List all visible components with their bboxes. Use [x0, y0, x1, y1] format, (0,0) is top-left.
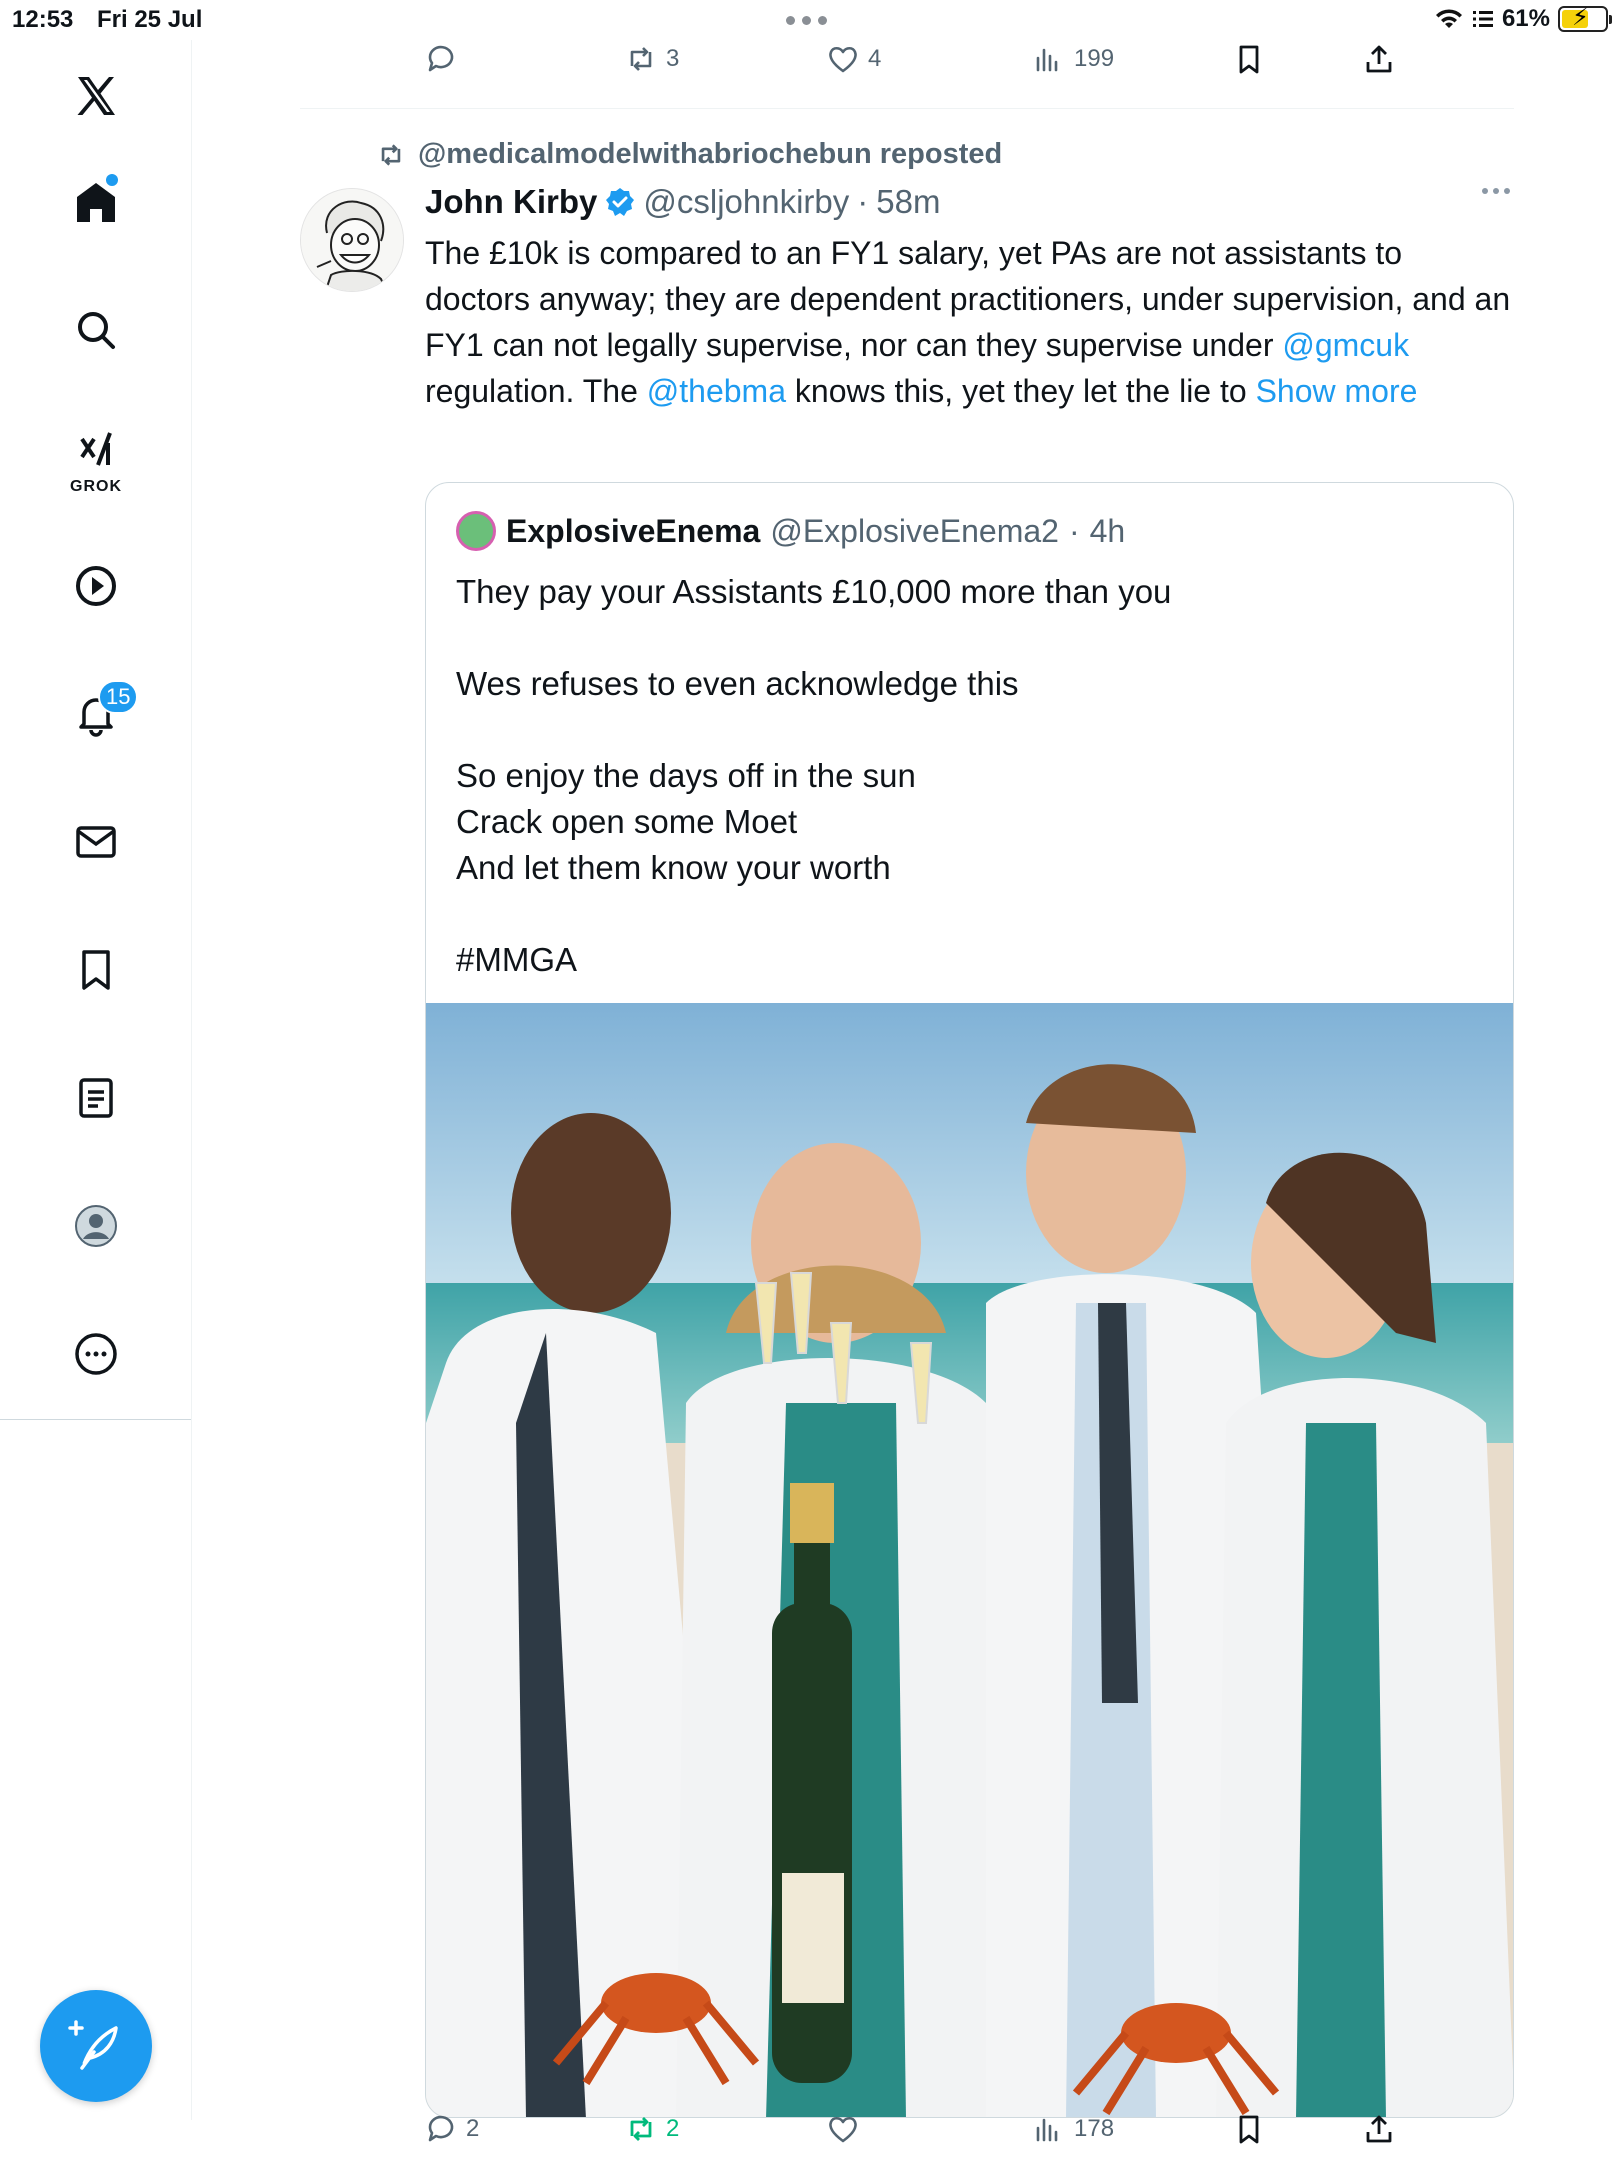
- quoted-tweet-image[interactable]: [426, 1003, 1514, 2118]
- tweet-header: [425, 183, 940, 221]
- sidebar-item-notifications[interactable]: [56, 674, 136, 754]
- repost-count: 3: [666, 45, 680, 72]
- like-button[interactable]: [826, 2112, 868, 2146]
- like-count: 4: [868, 45, 882, 72]
- sidebar-item-grok[interactable]: [56, 418, 136, 498]
- share-icon: [1362, 42, 1396, 76]
- bookmark-icon: [1232, 42, 1266, 76]
- compose-button[interactable]: [40, 1990, 152, 2102]
- author-avatar[interactable]: [300, 188, 404, 292]
- bookmark-icon: [1232, 2112, 1266, 2146]
- mention-thebma[interactable]: @thebma: [646, 373, 786, 409]
- list-icon: [72, 1074, 120, 1122]
- x-logo-icon[interactable]: [56, 56, 136, 136]
- bookmark-button[interactable]: [1232, 42, 1266, 76]
- repost-label: @medicalmodelwithabriochebun reposted: [418, 138, 1003, 170]
- mention-gmcuk[interactable]: @gmcuk: [1282, 327, 1410, 363]
- views-count: 178: [1074, 2115, 1115, 2142]
- compose-feather-icon: [68, 2018, 124, 2074]
- reply-icon: [424, 42, 458, 76]
- share-button[interactable]: [1362, 2112, 1396, 2146]
- sidebar-item-profile[interactable]: [56, 1186, 136, 1266]
- like-button[interactable]: [826, 42, 881, 76]
- repost-icon: [624, 42, 658, 76]
- repost-count: 2: [666, 2115, 680, 2142]
- share-button[interactable]: [1362, 42, 1396, 76]
- search-icon: [72, 306, 120, 354]
- quoted-separator: ·: [1068, 512, 1080, 549]
- tweet-time[interactable]: 58m: [876, 183, 941, 220]
- sidebar-item-home[interactable]: [56, 162, 136, 242]
- views-chart-icon: [1032, 42, 1066, 76]
- reply-icon: [424, 2112, 458, 2146]
- more-circle-icon: [72, 1330, 120, 1378]
- notification-count-badge: 15: [98, 680, 138, 714]
- reply-button[interactable]: [424, 2112, 479, 2146]
- views-button[interactable]: [1032, 2112, 1114, 2146]
- quoted-author-avatar[interactable]: [456, 511, 496, 551]
- tweet-text: [425, 230, 1515, 414]
- verified-badge-icon: [605, 187, 635, 217]
- quoted-tweet-text: They pay your Assistants £10,000 more than you Wes refuses to even acknowledge this So enjoy the days off in the sun Crack open some Moet And let them know your worth #MMGA: [456, 573, 1172, 978]
- header-separator: ·: [857, 183, 869, 220]
- tweet-text-part: knows this, yet they let the lie to: [786, 373, 1256, 409]
- sidebar-nav: [0, 40, 192, 1420]
- sidebar-item-video[interactable]: [56, 546, 136, 626]
- wifi-icon: [1434, 7, 1464, 31]
- status-bar: [0, 0, 1620, 40]
- status-indicators: [1434, 5, 1608, 33]
- orientation-lock-icon: [1472, 8, 1494, 30]
- heart-icon: [826, 2112, 860, 2146]
- sidebar-item-bookmarks[interactable]: [56, 930, 136, 1010]
- tweet-actions: [300, 2112, 1514, 2152]
- bookmark-icon: [72, 946, 120, 994]
- repost-button[interactable]: [624, 42, 679, 76]
- repost-attribution[interactable]: [376, 138, 1002, 171]
- tweet-text-part: regulation. The: [425, 373, 647, 409]
- more-options-icon[interactable]: [1482, 188, 1510, 194]
- profile-icon: [72, 1202, 120, 1250]
- status-date: Fri 25 Jul: [97, 6, 203, 33]
- grok-icon: [72, 425, 120, 473]
- sidebar-item-lists[interactable]: [56, 1058, 136, 1138]
- author-handle[interactable]: @csljohnkirby: [643, 183, 850, 220]
- tweet-divider: [300, 108, 1514, 109]
- grok-label: GROK: [70, 478, 122, 495]
- share-icon: [1362, 2112, 1396, 2146]
- battery-icon: ⚡: [1558, 6, 1608, 32]
- quoted-tweet-header: [456, 511, 1125, 551]
- quoted-time: 4h: [1089, 512, 1126, 549]
- multitasking-dots-icon[interactable]: [786, 16, 827, 25]
- quoted-author-name[interactable]: ExplosiveEnema: [506, 512, 761, 549]
- views-count: 199: [1074, 45, 1115, 72]
- heart-icon: [826, 42, 860, 76]
- sidebar-item-explore[interactable]: [56, 290, 136, 370]
- tweet-text-part: The £10k is compared to an FY1 salary, yet PAs are not assistants to doctors anyway; they are dependent practitioners, under supervision, and an FY1 can not legally supervise, nor can they supervise under: [425, 235, 1511, 363]
- reply-count: 2: [466, 2115, 480, 2142]
- bookmark-button[interactable]: [1232, 2112, 1266, 2146]
- quoted-author-handle[interactable]: @ExplosiveEnema2: [770, 512, 1059, 549]
- quoted-tweet[interactable]: [425, 482, 1514, 2118]
- repost-icon: [624, 2112, 658, 2146]
- sidebar-item-messages[interactable]: [56, 802, 136, 882]
- views-chart-icon: [1032, 2112, 1066, 2146]
- views-button[interactable]: [1032, 42, 1114, 76]
- status-time: 12:53: [12, 6, 74, 33]
- show-more-link[interactable]: Show more: [1255, 373, 1418, 409]
- envelope-icon: [72, 818, 120, 866]
- previous-tweet-actions: [300, 42, 1514, 82]
- battery-percent: 61%: [1501, 5, 1550, 32]
- reply-button[interactable]: [424, 42, 466, 76]
- author-name[interactable]: John Kirby: [425, 183, 598, 220]
- home-notification-dot: [106, 174, 118, 186]
- repost-button[interactable]: [624, 2112, 679, 2146]
- repost-icon: [376, 140, 406, 170]
- play-icon: [72, 562, 120, 610]
